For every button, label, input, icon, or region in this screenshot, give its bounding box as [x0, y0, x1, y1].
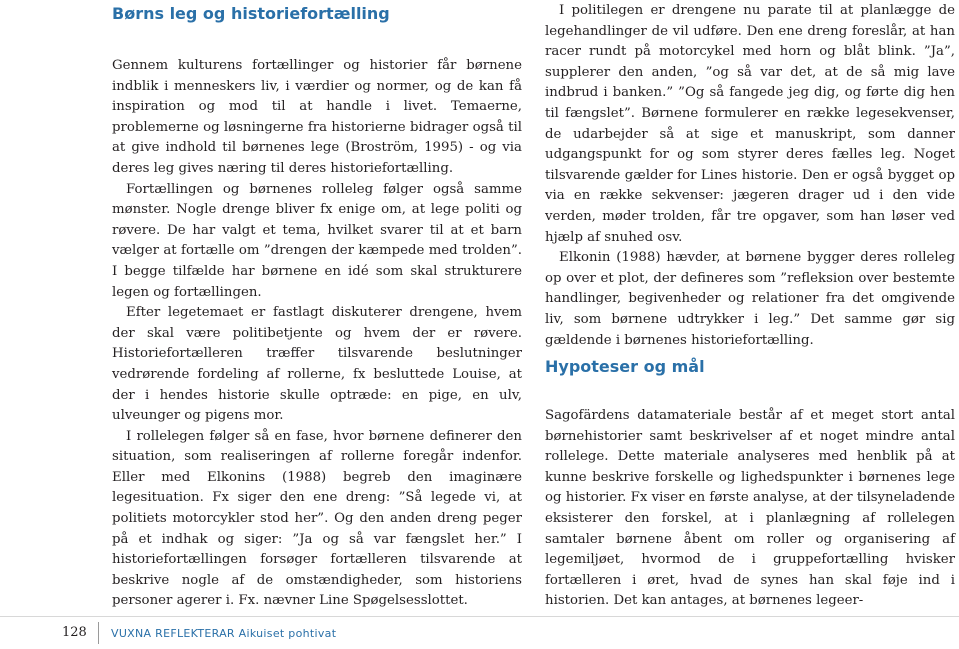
page-number: 128 [62, 625, 87, 640]
paragraph: Efter legetemaet er fastlagt diskuterer drengene, hvem der skal være politibetjente og hvem der er røvere. Historiefortælleren træffer tilsvarende beslutninger vedrørende fordeling af rollerne, fx besluttede Louise, at der i hendes historie skulle optræde: en pige, en ulv, ulveunger og pigens mor. [112, 305, 522, 424]
paragraph: Elkonin (1988) hævder, at børnene bygger deres rolleleg op over et plot, der defineres som ”refleksion over bestemte handlinger, begivenheder og relationer fra det omgivende liv, som børnene udtrykker i leg.” Det samme gør sig gældende i børnenes historiefortælling. [545, 250, 955, 348]
left-column-body [112, 56, 522, 612]
footer-divider [0, 616, 959, 617]
right-column-body-top [545, 1, 955, 351]
paragraph: I rollelegen følger så en fase, hvor børnene definerer den situation, som realiseringen af rollerne foregår indenfor. Eller med Elkonins (1988) begreb den imaginære legesituation. Fx siger den ene dreng: ”Så legede vi, at politiets motorcykler stod her”. Og den anden dreng peger på et indhak og siger: ”Ja og så var fængslet her.” I historiefortællingen forsøger fortælleren tilsvarende at beskrive nogle af de omstændigheder, som historiens personer agerer i. Fx. nævner Line Spøgelsesslottet. [112, 428, 522, 609]
paragraph: Sagofärdens datamateriale består af et meget stort antal børnehistorier samt beskrivelser af et noget mindre antal rollelege. Dette materiale analyseres med henblik på at kunne beskrive forskelle og lighedspunkter i børnenes lege og historier. Fx viser en første analyse, at der tilsyneladende eksisterer den forskel, at i planlægning af rollelegen samtaler børnene åbent om roller og organisering af legemiljøet, hvormod de i gruppefortælling hvisker fortælleren i øret, hvad de synes han skal føje ind i historien. Det kan antages, at børnenes legeer- [545, 408, 955, 609]
paragraph: Fortællingen og børnenes rolleleg følger også samme mønster. Nogle drenge bliver fx enige om, at lege politi og røvere. De har valgt et tema, hvilket svarer til at et barn vælger at fortælle om ”drengen der kæmpede med trolden”. I begge tilfælde har børnene en idé som skal strukturere legen og fortællingen. [112, 181, 522, 300]
footer-separator [98, 622, 99, 644]
right-column-body-bottom [545, 406, 955, 612]
section-heading-children-play: Børns leg og historiefortælling [112, 4, 390, 23]
paragraph: Gennem kulturens fortællinger og historier får børnene indblik i menneskers liv, i værdier og normer, og de kan få inspiration og mod til at handle i livet. Temaerne, problemerne og løsningerne fra historierne bidrager også til at give indhold til børnenes lege (Broström, 1995) - og via deres leg gives næring til deres historiefortælling. [112, 58, 522, 176]
paragraph: I politilegen er drengene nu parate til at planlægge de legehandlinger de vil udføre. Den ene dreng foreslår, at han racer rundt på motorcykel med horn og blåt blink. ”Ja”, supplerer den anden, ”og så var det, at de så mig lave indbrud i banken.” ”Og så fangede jeg dig, og førte dig hen til fængslet”. Børnene formulerer en række legesekvenser, de udarbejder så at sige et manuskript, som danner udgangspunkt for og som styrer deres fælles leg. Noget tilsvarende gælder for Lines historie. Den er også bygget op via en række sekvenser: jægeren drager ud i den vide verden, møder trolden, får tre opgaver, som han løser ved hjælp af snuhed osv. [545, 3, 955, 245]
publication-title: VUXNA REFLEKTERAR Aikuiset pohtivat [111, 627, 337, 640]
section-heading-hypotheses: Hypoteser og mål [545, 357, 705, 376]
